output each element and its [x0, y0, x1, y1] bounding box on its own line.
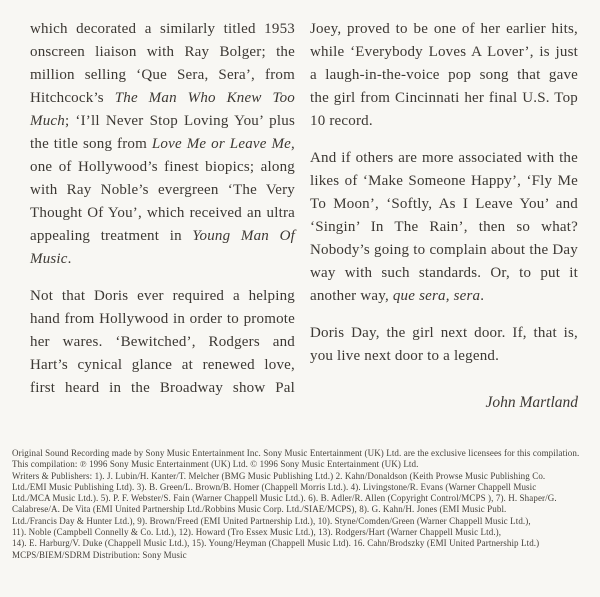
right-column [310, 18, 578, 414]
paragraph [30, 18, 295, 271]
body-text: , one of Hollywood’s finest biopics; along with Ray Noble’s evergreen ‘The Very Thought Of You’, which received an ultra appealing treatment in [30, 136, 295, 244]
credits-line: Writers & Publishers: 1). J. Lubin/H. Kanter/T. Melcher (BMG Music Publishing Ltd.) 2. Kahn/Donaldson (Keith Prowse Music Publishing Co. [12, 470, 546, 481]
paragraph [30, 285, 295, 400]
credits-block [12, 448, 594, 561]
credits-line: Calabrese/A. De Vita (EMI United Partnership Ltd./Robbins Music Corp. Ltd./SIAE/MCPS), 8). G. Kahn/H. Jones (EMI Music Publ. [12, 504, 507, 515]
right-column-paragraphs [310, 18, 578, 368]
left-column [30, 18, 295, 414]
credits-line: Ltd./MCA Music Ltd.). 5). P. F. Webster/S. Fain (Warner Chappell Music Ltd.). 6). B. Adler/R. Allen (Copyright Control/MCPS ), 7). H. Shaper/G. [12, 493, 557, 504]
credits-line: 14). E. Harburg/V. Duke (Chappell Music Ltd.), 15). Young/Heyman (Chappell Music Ltd). 16. Cahn/Brodszky (EMI United Partnership Ltd.) [12, 538, 540, 549]
paragraph [310, 322, 578, 368]
italic-title-text: que sera, sera [392, 288, 481, 304]
paragraph [310, 147, 578, 308]
article-columns [30, 18, 578, 414]
italic-title-text: Love Me or Leave Me [151, 136, 292, 152]
body-text: Doris Day, the girl next door. If, that is, you live next door to a legend. [310, 325, 578, 364]
italic-title-text: Young Man Of Music [30, 228, 295, 267]
italic-title-text: The Man Who Knew Too Much [30, 90, 296, 129]
paragraph [310, 18, 578, 133]
credits-line: 11). Noble (Campbell Connelly & Co. Ltd.), 12). Howard (Tro Essex Music Ltd.), 13). Rodgers/Hart (Warner Chappell Music Ltd.), [12, 527, 502, 538]
body-text: which decorated a similarly titled 1953 onscreen liaison with Ray Bolger; the million selling ‘Que Sera, Sera’, from Hitchcock’s [30, 21, 295, 106]
credits-line: Ltd./EMI Music Publishing Ltd). 3). B. Green/L. Brown/B. Homer (Chappell Morris Ltd.). 4). Livingstone/R. Evans (Warner Chappell Music [12, 481, 537, 492]
credits-line: Ltd./Francis Day & Hunter Ltd.), 9). Brown/Freed (EMI United Partnership Ltd.), 10). Styne/Comden/Green (Warner Chappell Music Ltd.), [12, 515, 531, 526]
body-text: . [67, 251, 72, 267]
body-text: Joey, proved to be one of her earlier hits, while ‘Everybody Loves A Lover’, is just a laugh-in-the-voice pop song that gave the girl from Cincinnati her final U.S. Top 10 record. [310, 21, 578, 129]
body-text: And if others are more associated with the likes of ‘Make Someone Happy’, ‘Fly Me To Moon’, ‘Softly, As I Leave You’ and ‘Singin’ In The Rain’, then so what? Nobody’s going to complain about the Day way with such standards. Or, to put it another way, [310, 150, 578, 304]
credits-line: MCPS/BIEM/SDRM Distribution: Sony Music [12, 549, 187, 560]
credits-line: Original Sound Recording made by Sony Music Entertainment Inc. Sony Music Entertainment (UK) Ltd. are the exclusive licensees for this compilation. [12, 448, 580, 458]
byline: John Martland [485, 394, 578, 411]
body-text: ; ‘I’ll Never Stop Loving You’ plus the title song from [30, 113, 295, 152]
credits-line: This compilation: ℗ 1996 Sony Music Entertainment (UK) Ltd. © 1996 Sony Music Entertainment (UK) Ltd. [12, 459, 419, 470]
body-text: Not that Doris ever required a helping hand from Hollywood in order to promote her wares. ‘Bewitched’, Rodgers and Hart’s cynical glance at renewed love, first heard in the Broadway show Pal [30, 288, 295, 396]
left-column-paragraphs [30, 18, 295, 400]
body-text: . [480, 288, 485, 304]
